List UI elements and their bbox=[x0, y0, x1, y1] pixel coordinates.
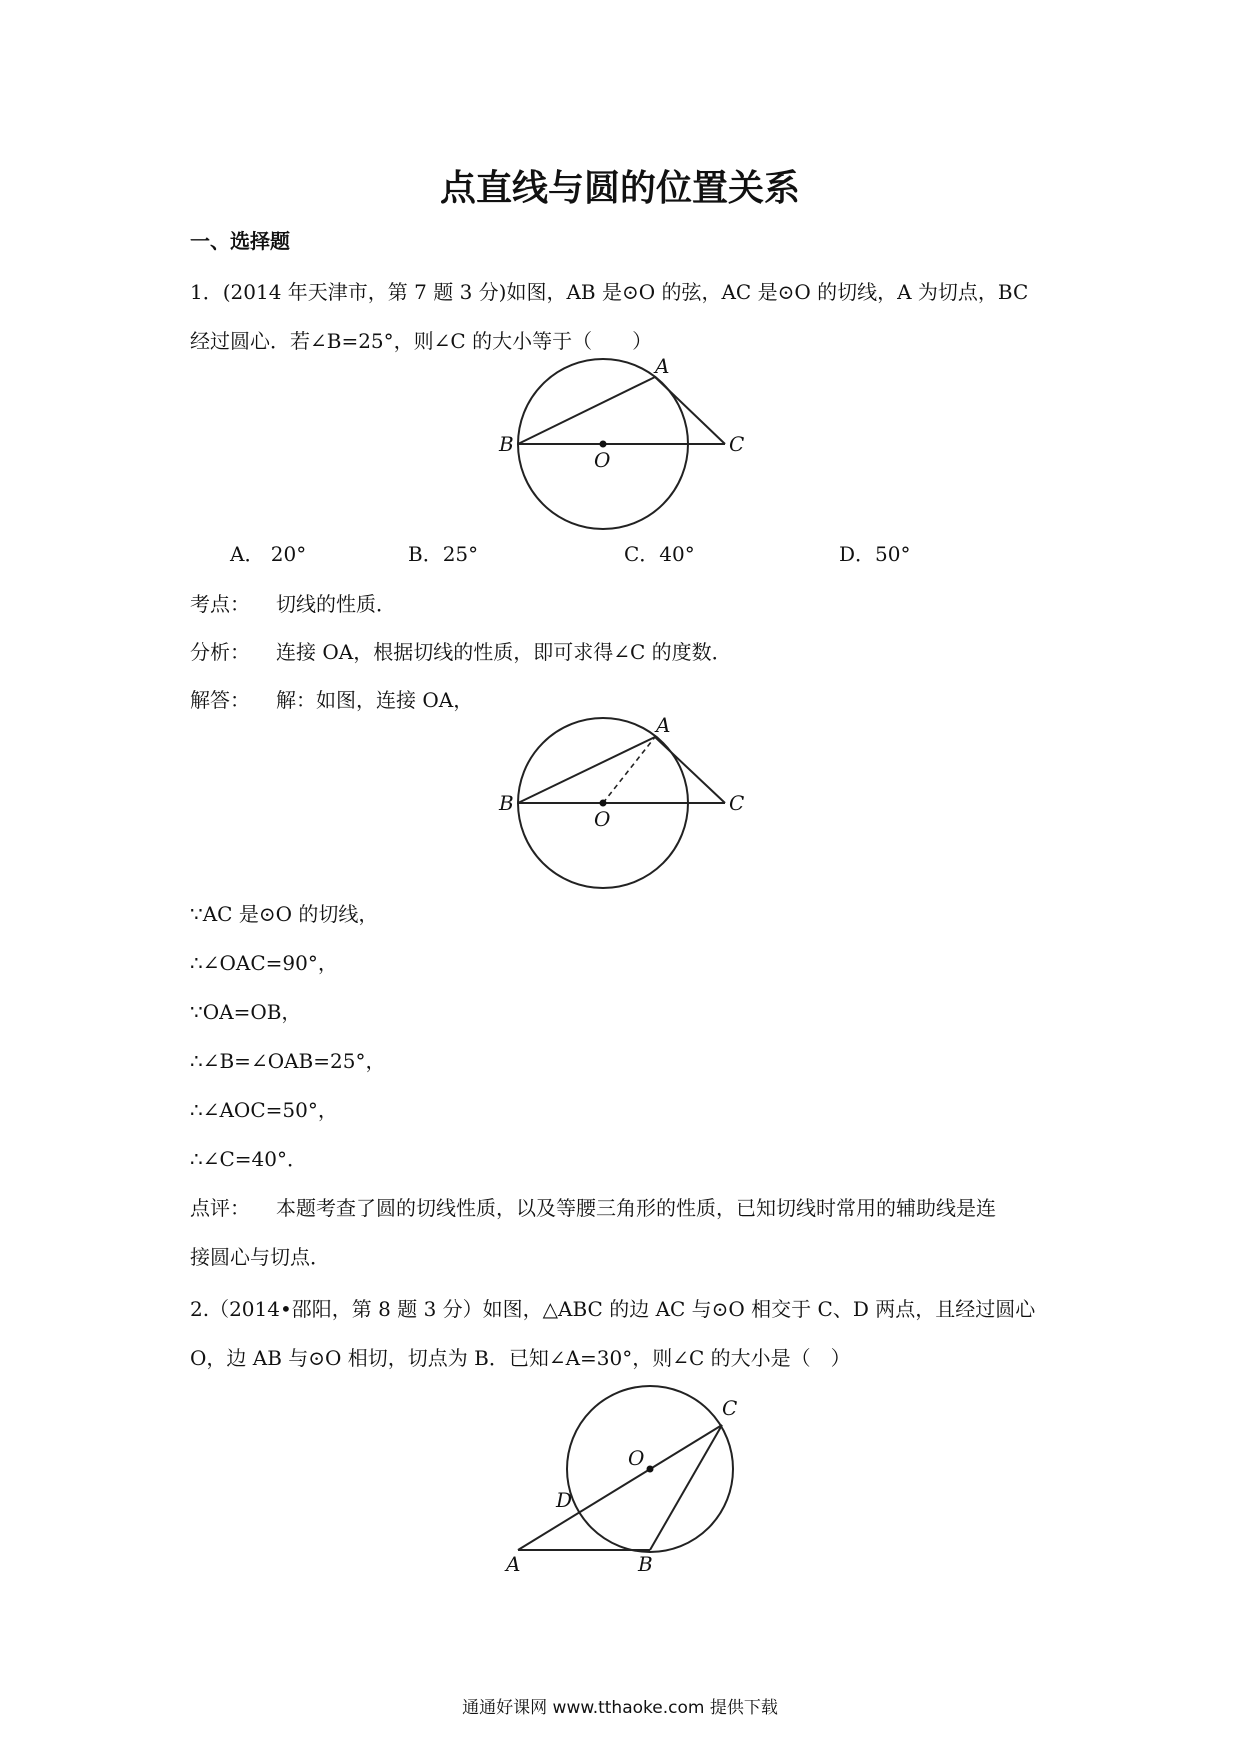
q1-step-3: ∵OA=OB， bbox=[190, 1000, 302, 1024]
q1s-segment-oa-dashed bbox=[603, 737, 655, 803]
q2-segment-bc bbox=[650, 1425, 722, 1550]
q1-segment-ac bbox=[655, 377, 725, 444]
kaodian-label: 考点： bbox=[190, 592, 250, 616]
dianping-label: 点评： bbox=[190, 1196, 250, 1220]
jieda-text: 解：如图，连接 OA， bbox=[276, 688, 474, 712]
kaodian-text: 切线的性质． bbox=[276, 592, 396, 616]
q1-choice-c: C．40° bbox=[624, 542, 695, 566]
q1s-center-dot bbox=[600, 800, 607, 807]
q1-dianping bbox=[190, 1192, 996, 1221]
q2-segment-ac bbox=[518, 1425, 722, 1550]
q1s-segment-ac bbox=[655, 737, 725, 803]
q2-text-line1: 2.（2014•邵阳，第 8 题 3 分）如图，△ABC 的边 AC 与⊙O 相交于 C、D 两点，且经过圆心 bbox=[190, 1297, 1036, 1321]
q1-jieda bbox=[190, 684, 473, 713]
q1-step-5: ∴∠AOC=50°， bbox=[190, 1098, 338, 1122]
q1-text-line2: 经过圆心．若∠B=25°，则∠C 的大小等于（ ） bbox=[190, 329, 653, 353]
q1s-label-b: B bbox=[499, 791, 514, 815]
q1-label-a: A bbox=[655, 355, 670, 378]
q1-step-2: ∴∠OAC=90°， bbox=[190, 951, 338, 975]
q1-kaodian bbox=[190, 588, 396, 617]
q1-label-o: O bbox=[594, 448, 611, 472]
q1-choice-d: D．50° bbox=[839, 542, 911, 566]
q1s-label-a: A bbox=[656, 713, 671, 737]
dianping-text-1: 本题考查了圆的切线性质，以及等腰三角形的性质，已知切线时常用的辅助线是连 bbox=[276, 1196, 996, 1220]
q1s-label-o: O bbox=[594, 807, 611, 831]
q2-label-o: O bbox=[628, 1446, 645, 1470]
q1-fenxi bbox=[190, 636, 732, 665]
q1-label-b: B bbox=[499, 432, 514, 456]
q1-step-6: ∴∠C=40°． bbox=[190, 1147, 307, 1171]
q2-label-c: C bbox=[722, 1396, 738, 1420]
q1-segment-ba bbox=[518, 377, 655, 444]
jieda-label: 解答： bbox=[190, 688, 250, 712]
q2-label-a: A bbox=[506, 1552, 521, 1576]
section-heading: 一、选择题 bbox=[190, 229, 290, 253]
page-footer: 通通好课网 www.tthaoke.com 提供下载 bbox=[462, 1698, 778, 1718]
q2-label-b: B bbox=[638, 1552, 653, 1576]
q1s-label-c: C bbox=[729, 791, 745, 815]
fenxi-label: 分析： bbox=[190, 640, 250, 664]
q2-text-line2: O，边 AB 与⊙O 相切，切点为 B．已知∠A=30°，则∠C 的大小是（ ） bbox=[190, 1346, 851, 1370]
q1-center-dot bbox=[600, 441, 607, 448]
fenxi-text: 连接 OA，根据切线的性质，即可求得∠C 的度数． bbox=[276, 640, 732, 664]
q2-figure bbox=[500, 1385, 750, 1585]
q1-choice-a: A． 20° bbox=[230, 542, 307, 566]
q1-text-line1: 1．(2014 年天津市，第 7 题 3 分)如图，AB 是⊙O 的弦，AC 是⊙O 的切线，A 为切点，BC bbox=[190, 280, 1029, 304]
q1-solution-figure bbox=[495, 712, 765, 892]
q1-figure bbox=[495, 355, 765, 535]
q1-label-c: C bbox=[729, 432, 745, 456]
q1-dianping-line2: 接圆心与切点． bbox=[190, 1245, 330, 1269]
q2-center-dot bbox=[647, 1466, 654, 1473]
q1-step-4: ∴∠B=∠OAB=25°， bbox=[190, 1049, 386, 1073]
q1-choice-b: B．25° bbox=[408, 542, 479, 566]
q2-label-d: D bbox=[556, 1488, 573, 1512]
q1-step-1: ∵AC 是⊙O 的切线， bbox=[190, 902, 379, 926]
page-title: 点直线与圆的位置关系 bbox=[439, 168, 800, 209]
